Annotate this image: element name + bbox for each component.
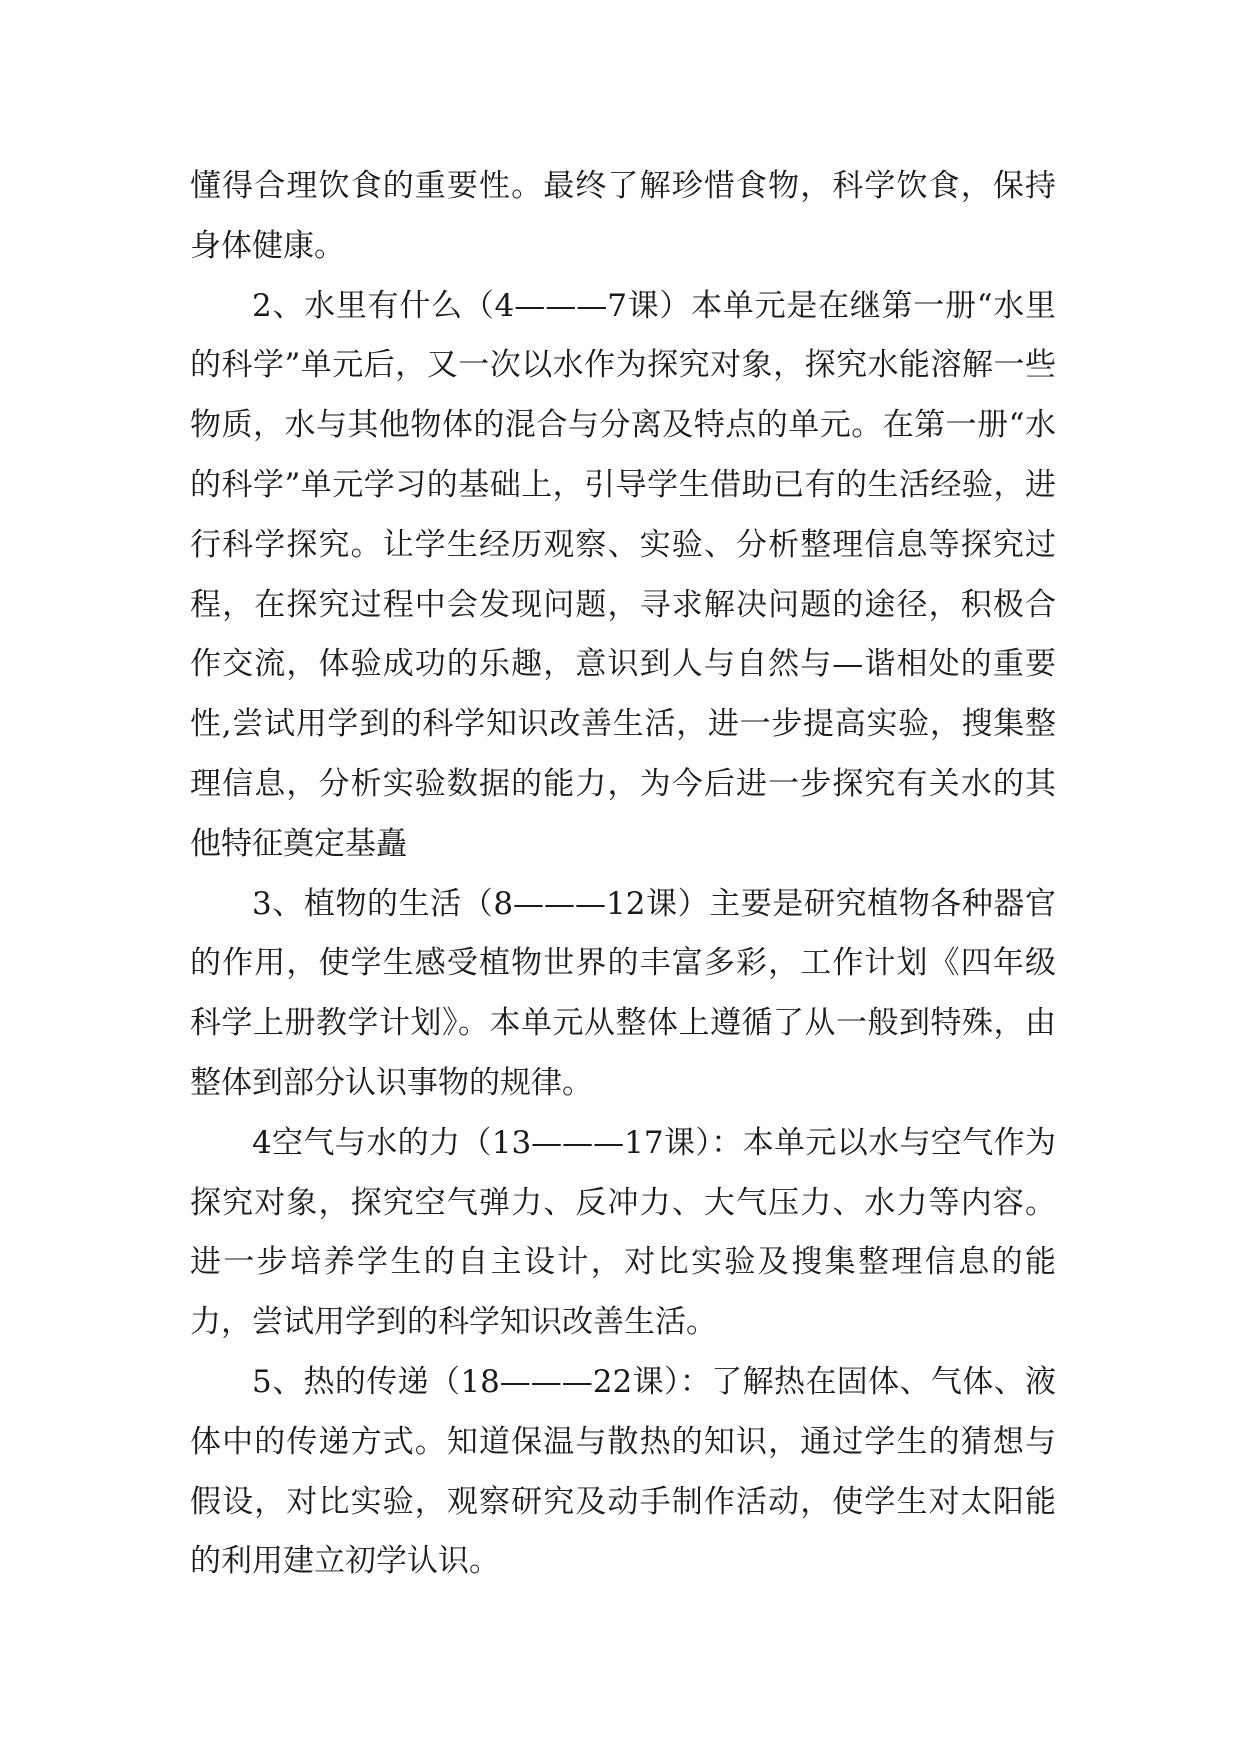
paragraph-unit-5: 5、热的传递（18———22课）：了解热在固体、气体、液体中的传递方式。知道保温与散热的知识，通过学生的猜想与假设，对比实验，观察研究及动手制作活动，使学生对太阳能的利用建立初学认识。 xyxy=(190,1363,1056,1580)
document-body xyxy=(190,157,1056,1592)
paragraph-unit-4: 4空气与水的力（13———17课）：本单元以水与空气作为探究对象，探究空气弹力、反冲力、大气压力、水力等内容。进一步培养学生的自主设计，对比实验及搜集整理信息的能力，尝试用学到的科学知识改善生活。 xyxy=(190,1124,1056,1341)
paragraph-unit-3: 3、植物的生活（8———12课）主要是研究植物各种器官的作用，使学生感受植物世界的丰富多彩，工作计划《四年级科学上册教学计划》。本单元从整体上遵循了从一般到特殊，由整体到部分认识事物的规律。 xyxy=(190,885,1056,1101)
paragraph-unit-2: 2、水里有什么（4———7课）本单元是在继第一册“水里的科学”单元后，又一次以水作为探究对象，探究水能溶解一些物质，水与其他物体的混合与分离及特点的单元。在第一册“水的科学”单元学习的基础上，引导学生借助已有的生活经验，进行科学探究。让学生经历观察、实验、分析整理信息等探究过程，在探究过程中会发现问题，寻求解决问题的途径，积极合作交流，体验成功的乐趣，意识到人与自然与—谐相处的重要性,尝试用学到的科学知识改善生活，进一步提高实验，搜集整理信息，分析实验数据的能力，为今后进一步探究有关水的其他特征奠定基矗 xyxy=(190,287,1056,862)
paragraph-intro-continuation: 懂得合理饮食的重要性。最终了解珍惜食物，科学饮食，保持身体健康。 xyxy=(190,168,1056,264)
